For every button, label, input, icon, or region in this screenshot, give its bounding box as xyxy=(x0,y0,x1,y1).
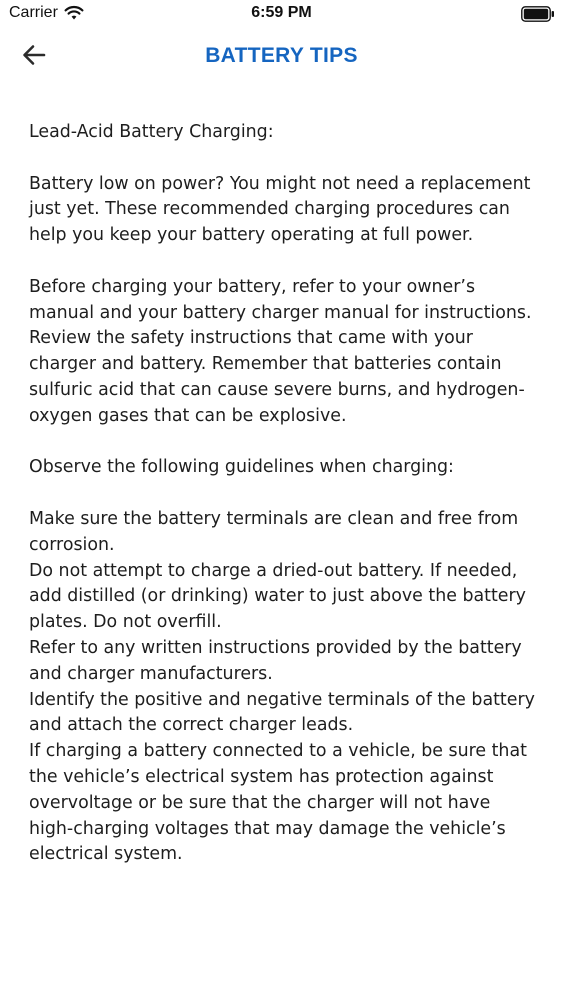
status-time: 6:59 PM xyxy=(251,4,312,21)
article-content xyxy=(29,120,539,868)
guidelines-intro: Observe the following guidelines when charging: xyxy=(29,457,454,478)
paragraph-spacer xyxy=(29,249,539,275)
guideline-item: If charging a battery connected to a vehicle, be sure that the vehicle’s electrical system has protection against overvoltage or be sure that the charger will not have high-charging voltages that may damage the vehicle’s electrical system. xyxy=(29,741,527,865)
paragraph-spacer xyxy=(29,430,539,456)
paragraph-spacer xyxy=(29,481,539,507)
guideline-item: Make sure the battery terminals are clean and free from corrosion. xyxy=(29,508,519,555)
article-heading: Lead-Acid Battery Charging: xyxy=(29,122,274,142)
guideline-item: Refer to any written instructions provided by the battery and charger manufacturers. xyxy=(29,637,522,684)
paragraph-spacer xyxy=(29,146,539,172)
article-safety: Before charging your battery, refer to your owner’s manual and your battery charger manual for instructions. Review the safety instructions that came with your charger and battery. Remember that batteries contain sulfuric acid that can cause severe burns, and hydrogen-oxygen gases that can be explosive. xyxy=(29,276,532,426)
guideline-item: Identify the positive and negative terminals of the battery and attach the correct charger leads. xyxy=(29,689,535,736)
battery-full-icon xyxy=(521,6,555,22)
navigation-bar xyxy=(0,28,563,86)
article-intro: Battery low on power? You might not need a replacement just yet. These recommended charging procedures can help you keep your battery operating at full power. xyxy=(29,173,531,246)
carrier-label: Carrier xyxy=(9,4,58,21)
status-bar xyxy=(0,0,563,28)
page-title: BATTERY TIPS xyxy=(205,44,358,67)
guideline-item: Do not attempt to charge a dried-out battery. If needed, add distilled (or drinking) water to just above the battery plates. Do not overfill. xyxy=(29,560,526,633)
